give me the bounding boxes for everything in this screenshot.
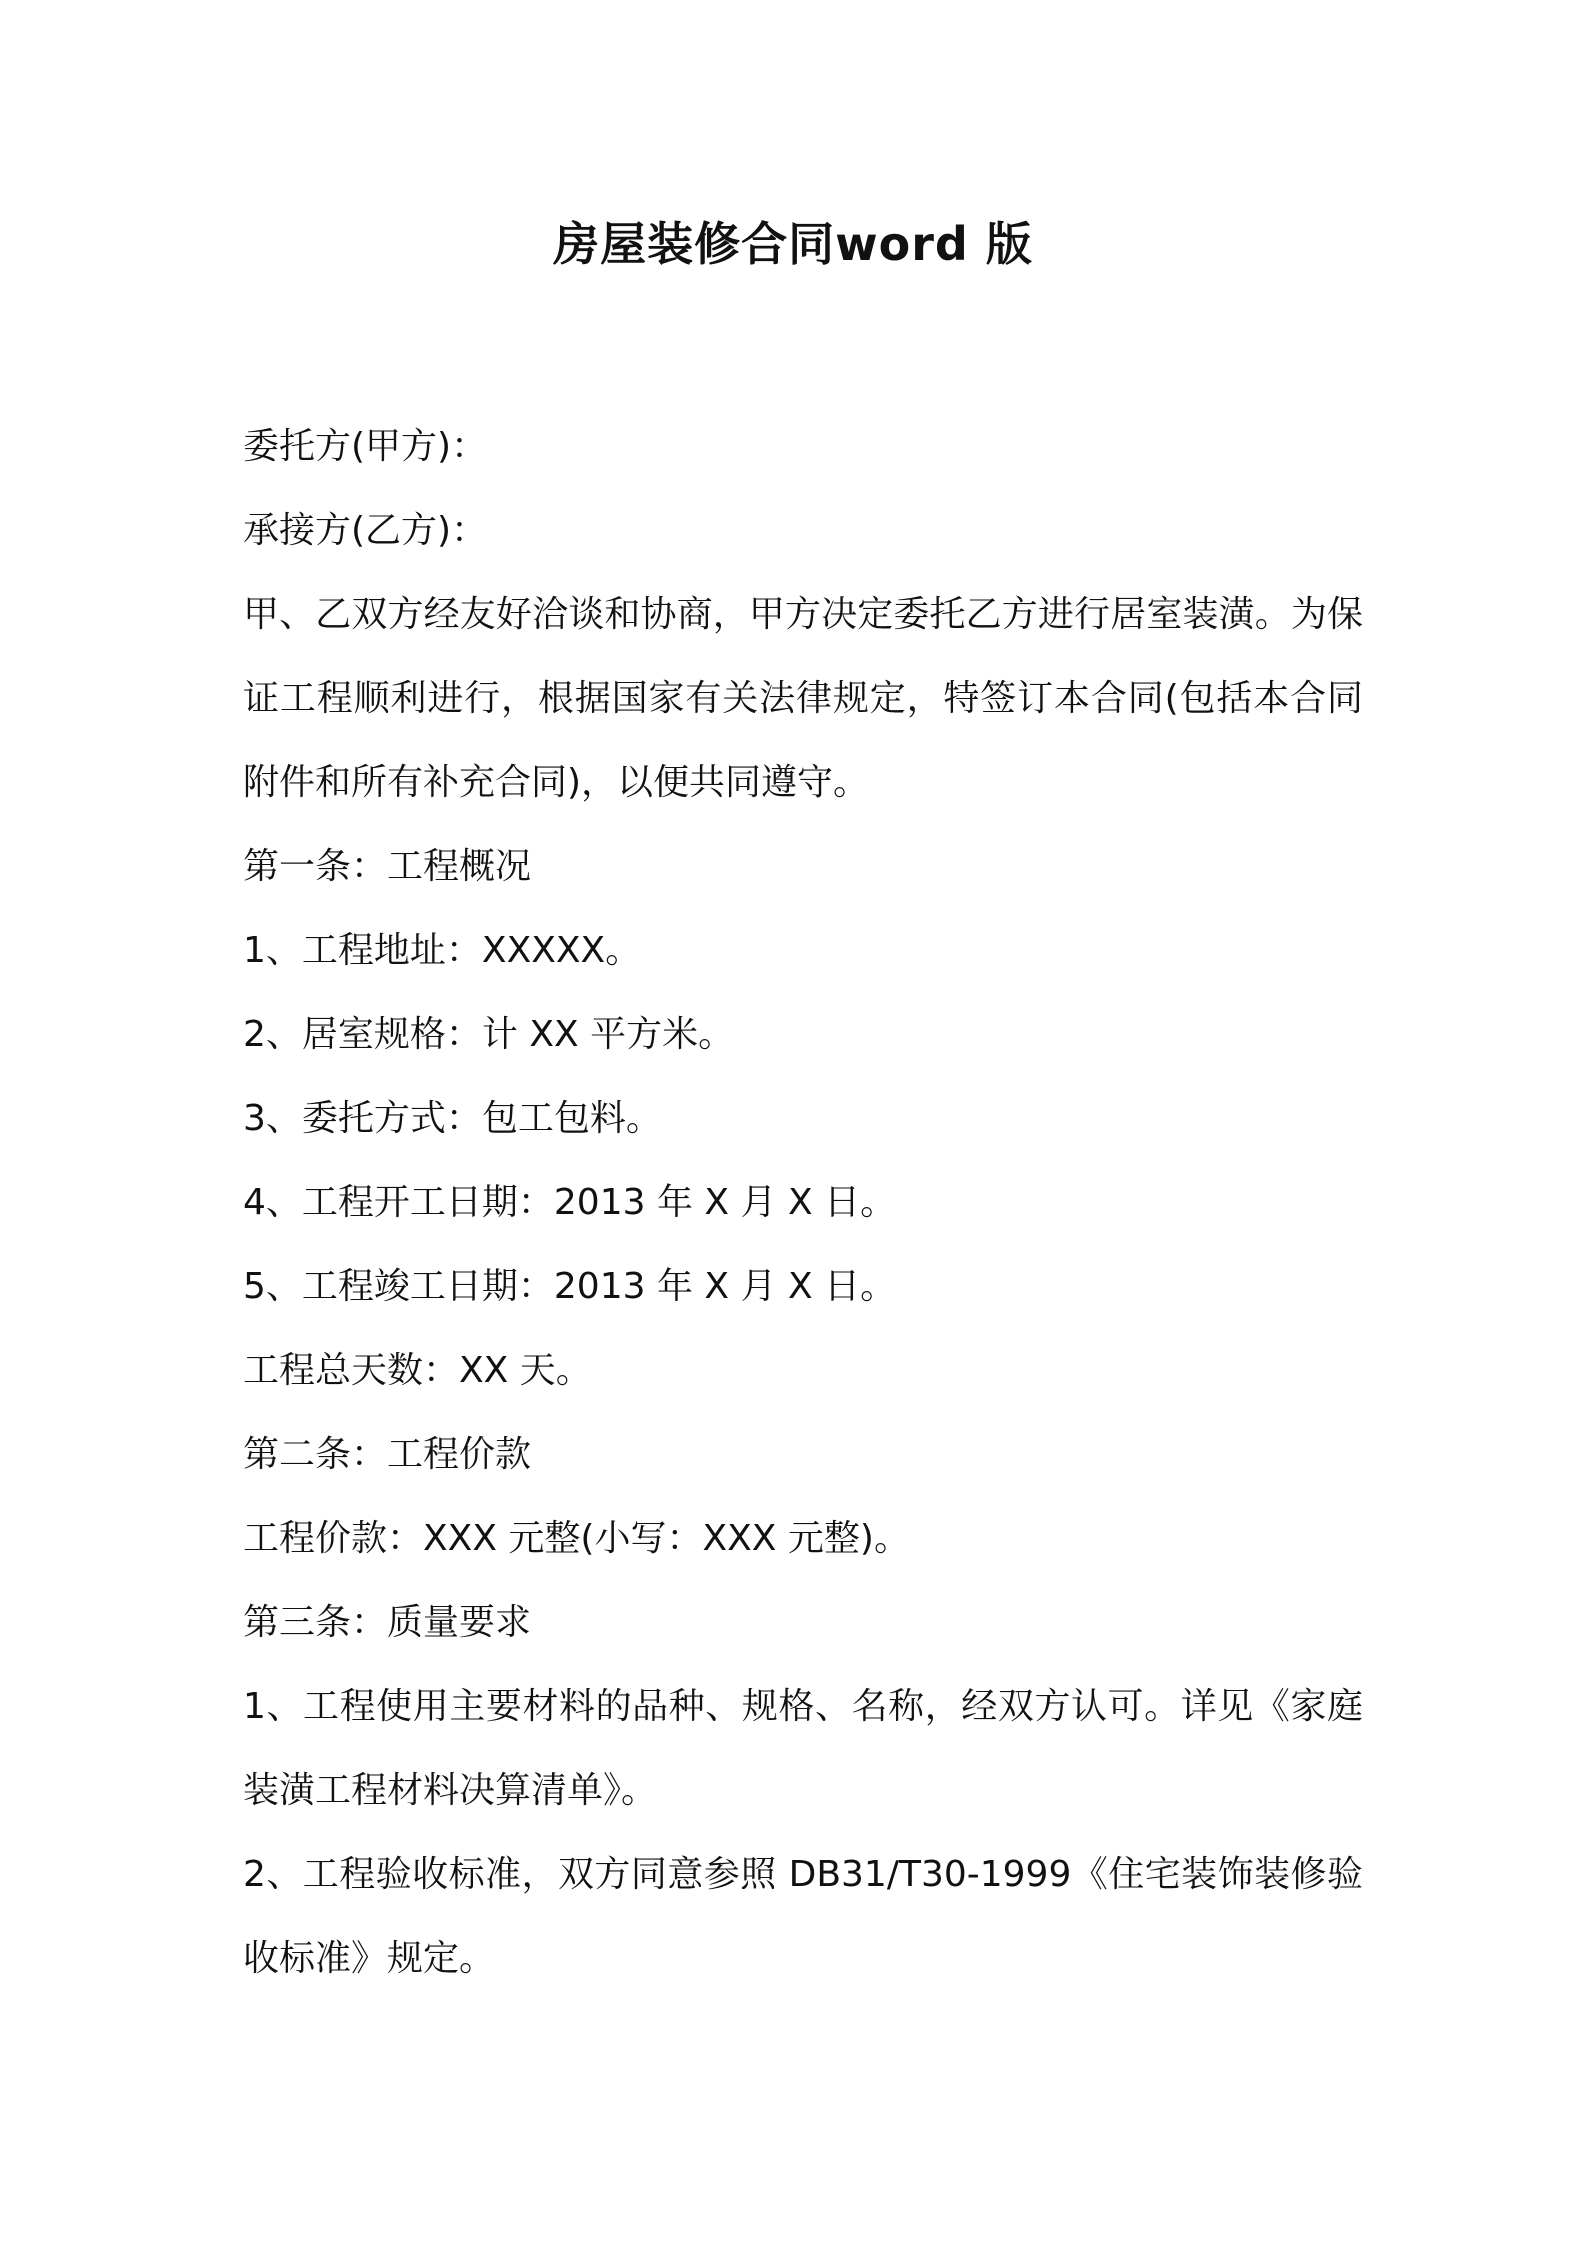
- article-1-item-4: 4、工程开工日期：2013 年 X 月 X 日。: [243, 1182, 897, 1223]
- article-3-heading: 第三条：质量要求: [243, 1602, 532, 1643]
- party-a-line: 委托方(甲方)：: [243, 426, 488, 467]
- article-3-item-1: 1、工程使用主要材料的品种、规格、名称，经双方认可。详见《家庭装潢工程材料决算清单》。: [243, 1686, 1363, 1811]
- article-3-item-2: 2、工程验收标准，双方同意参照 DB31/T30-1999《住宅装饰装修验收标准》规定。: [243, 1854, 1363, 1979]
- article-1-heading: 第一条：工程概况: [243, 846, 532, 887]
- document-title: 房屋装修合同word 版: [553, 217, 1033, 271]
- article-1-item-1: 1、工程地址：XXXXX。: [243, 930, 642, 971]
- document-body: [243, 405, 1363, 2001]
- party-b-line: 承接方(乙方)：: [243, 510, 488, 551]
- project-price-line: 工程价款：XXX 元整(小写：XXX 元整)。: [243, 1518, 910, 1559]
- article-1-item-3: 3、委托方式：包工包料。: [243, 1098, 662, 1139]
- article-1-item-5: 5、工程竣工日期：2013 年 X 月 X 日。: [243, 1266, 897, 1307]
- article-2-heading: 第二条：工程价款: [243, 1434, 532, 1475]
- article-1-item-2: 2、居室规格：计 XX 平方米。: [243, 1014, 735, 1055]
- preamble-paragraph: 甲、乙双方经友好洽谈和协商，甲方决定委托乙方进行居室装潢。为保证工程顺利进行，根据国家有关法律规定，特签订本合同(包括本合同附件和所有补充合同)，以便共同遵守。: [243, 594, 1363, 803]
- total-days-line: 工程总天数：XX 天。: [243, 1350, 592, 1391]
